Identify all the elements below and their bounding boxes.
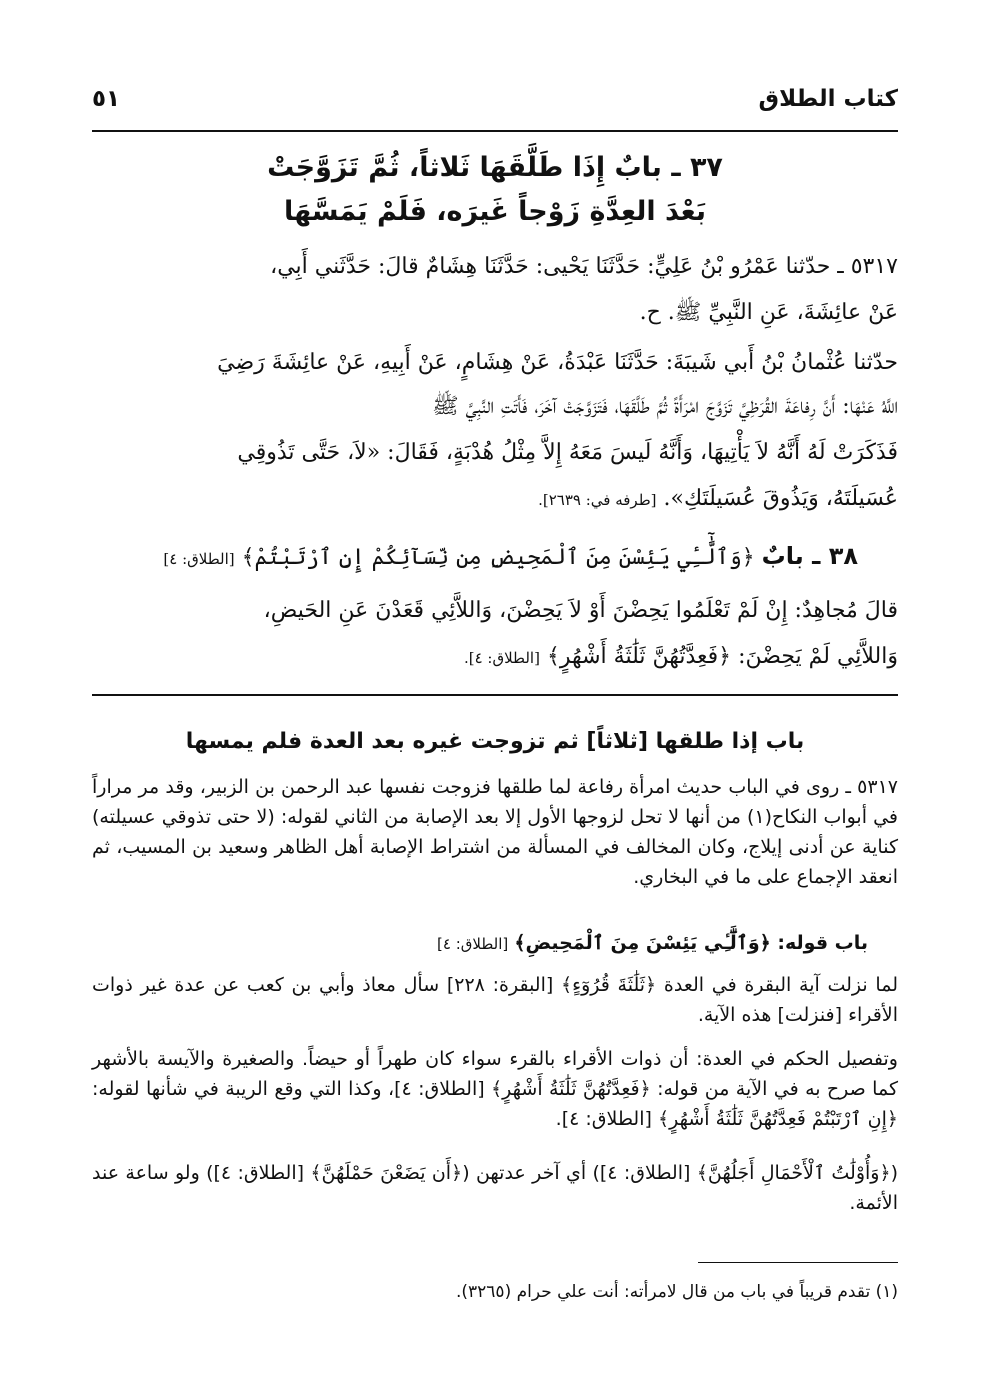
chapter-38-number: ٣٨ ـ بابٌ: [761, 542, 858, 570]
mujahid-text: وَاللاَّئِي لَمْ يَحِضْنَ:: [738, 644, 898, 669]
mujahid-verse: ﴿فَعِدَّتُهُنَّ ثَلَٰثَةُ أَشْهُرٍ﴾: [546, 644, 732, 669]
hadith-line: فَذَكَرَتْ لَهُ أَنَّهُ لاَ يَأْتِيهَا، وَأَنَّهُ لَيسَ مَعَهُ إِلاَّ مِثْلُ هُدْبَةٍ، فَقَالَ: «لاَ، حَتَّى تَذُوقِي: [237, 440, 898, 465]
footnote-rule: [698, 1262, 898, 1263]
footnote: (١) تقدم قريباً في باب من قال لامرأته: أنت علي حرام (٣٢٦٥).: [455, 1282, 898, 1302]
header-rule: [92, 130, 898, 132]
mujahid-line-2: [92, 634, 898, 681]
mujahid-line: قالَ مُجاهِدٌ: إِنْ لَمْ تَعْلَمُوا يَحِضْنَ أَوْ لاَ يَحِضْنَ، وَاللاَّئِي قَعَدْنَ عَنِ الحَيضِ،: [263, 598, 898, 623]
page-header: [92, 86, 898, 120]
commentary-title: باب إذا طلقها [ثلاثاً] ثم تزوجت غيره بعد العدة فلم يمسها: [185, 729, 805, 754]
hadith-text: عُسَيلَتَهُ، وَيَذُوقَ عُسَيلَتَكِ».: [663, 486, 898, 511]
hadith-line: عَنْ عائِشَةَ، عَنِ النَّبِيِّ ﷺ. ح.: [639, 300, 898, 325]
page-number: ٥١: [92, 86, 121, 112]
mujahid-verse-ref: [الطلاق: ٤].: [463, 649, 540, 667]
chapter-38-title: [163, 534, 858, 581]
commentary-subtitle-text: باب قوله: ﴿وَٱلَّٰٓـِٔي يَئِسْنَ مِنَ ٱلْمَحِيضِ﴾: [514, 932, 868, 954]
commentary-subtitle-ref: [الطلاق: ٤]: [437, 935, 509, 953]
document-page: [92, 0, 898, 1397]
commentary-paragraph: (﴿وَأُوْلَٰتُ ٱلْأَحْمَالِ أَجَلُهُنَّ﴾ [الطلاق: ٤]) أي آخر عدتهن (﴿أَن يَضَعْنَ حَمْلَهُنَّ﴾ [الطلاق: ٤]) ولو ساعة عند الأئمة.: [92, 1162, 898, 1214]
chapter-38-verse: ﴿وَٱلَّٰٓـِٔي يَئِسْنَ مِنَ ٱلْمَحِيضِ مِن نِّسَآئِكُمْ إِنِ ٱرْتَبْتُمْ﴾: [241, 545, 755, 570]
section-divider: [92, 694, 898, 696]
hadith-line: اللَّهُ عَنْهَا: أَنَّ رِفاعَةَ القُرَظِيَّ تَزَوَّجَ امْرَأَةً ثُمَّ طَلَّقَهَا، فَتَزَوَّجَتْ آخَرَ، فَأَتَتِ النَّبِيَّ ﷺ: [432, 394, 898, 419]
book-title: كتاب الطلاق: [758, 86, 898, 112]
commentary-paragraph: وتفصيل الحكم في العدة: أن ذوات الأقراء بالقرء سواء كان طهراً أو حيضاً. والصغيرة والآيسة بالأشهر كما صرح به في الآية من قوله: ﴿فَعِدَّتُهُنَّ ثَلَٰثَةُ أَشْهُرٍ﴾ [الطلاق: ٤]، وكذا التي وقع الريبة في شأنها لقوله: ﴿إِنِ ٱرْتَبْتُمْ فَعِدَّتُهُنَّ ثَلَٰثَةُ أَشْهُرٍ﴾ [الطلاق: ٤].: [92, 1048, 899, 1130]
hadith-reference: [طرفه في: ٢٦٣٩].: [538, 491, 657, 509]
hadith-line: ٥٣١٧ ـ حدّثنا عَمْرُو بْنُ عَلِيٍّ: حَدَّثَنَا يَحْيى: حَدَّثَنَا هِشَامٌ قالَ: حَدَّثَني أَبِي،: [270, 254, 898, 279]
commentary-paragraph: ٥٣١٧ ـ روى في الباب حديث امرأة رفاعة لما طلقها فزوجت نفسها عبد الرحمن بن الزبير، وقد مر مراراً في أبواب النكاح(١) من أنها لا تحل لزوجها الأول إلا بعد الإصابة من الثاني لقوله: (لا حتى تذوقي عسيلته) كناية عن أدنى إيلاج، وكان المخالف في المسألة من اشتراط الإصابة أهل الظاهر وسعيد بن المسيب، ثم انعقد الإجماع على ما في البخاري.: [92, 776, 898, 888]
commentary-subtitle: [92, 928, 898, 959]
chapter-38-verse-ref: [الطلاق: ٤]: [163, 550, 235, 568]
chapter-37-title-line2: بَعْدَ العِدَّةِ زَوْجاً غَيرَه، فَلَمْ يَمَسَّهَا: [283, 196, 707, 227]
commentary-paragraph: لما نزلت آية البقرة في العدة ﴿ثَلَٰثَةَ قُرُوٓءٍ﴾ [البقرة: ٢٢٨] سأل معاذ وأبي بن كعب عن عدة غير ذوات الأقراء [فنزلت] هذه الآية.: [92, 974, 898, 1026]
hadith-line-last: [92, 476, 898, 523]
chapter-37-title-line1: ٣٧ ـ بابٌ إِذَا طَلَّقَهَا ثَلاثاً، ثُمَّ تَزَوَّجَتْ: [267, 152, 723, 183]
hadith-line: حدّثنا عُثْمانُ بْنُ أَبي شَيبَةَ: حَدَّثَنَا عَبْدَةُ، عَنْ هِشَامٍ، عَنْ أَبِيهِ، عَنْ عائِشَةَ رَضِيَ: [217, 350, 898, 375]
